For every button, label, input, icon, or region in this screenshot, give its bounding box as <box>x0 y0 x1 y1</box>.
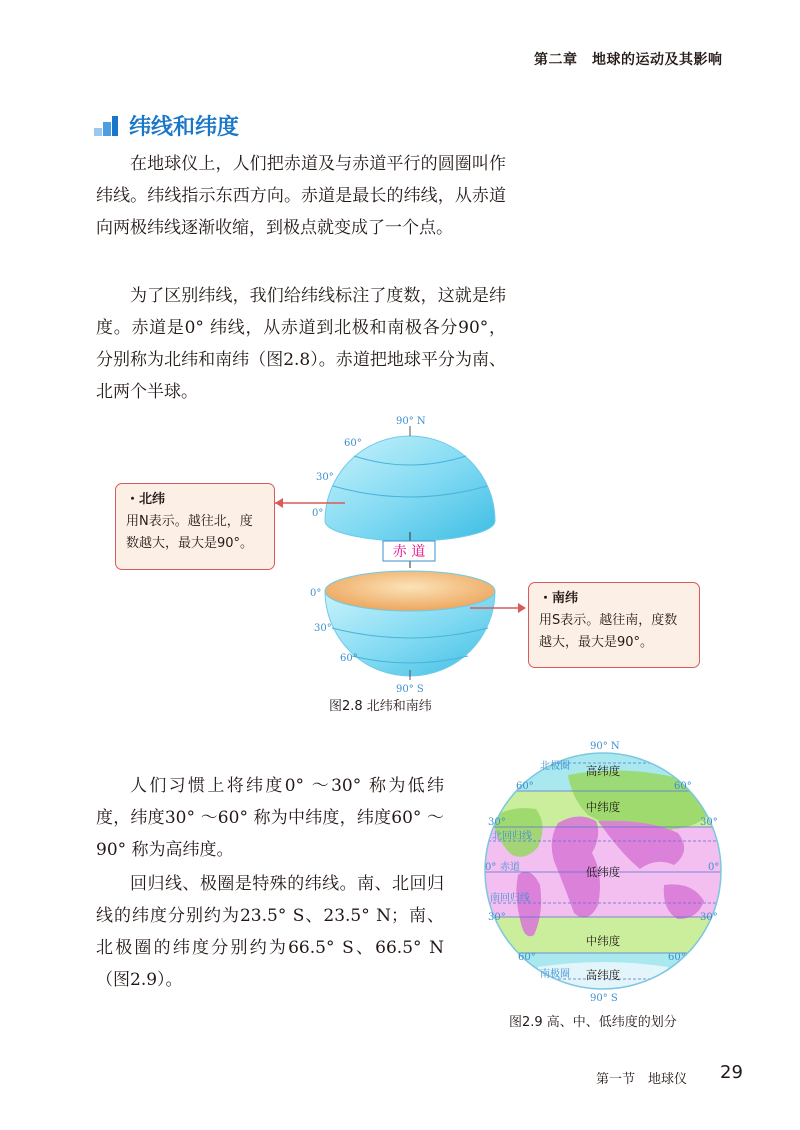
chapter-header: 第二章 地球的运动及其影响 <box>534 52 723 68</box>
page-number: 29 <box>720 1062 743 1083</box>
label-eq-right: 0° <box>708 862 720 873</box>
label-n30-left: 30° <box>488 817 506 828</box>
callout-south-line2: 越大，最大是90°。 <box>539 635 654 650</box>
label-90s: 90° S <box>590 993 618 1004</box>
zone-mid-north: 中纬度 <box>585 800 621 814</box>
label-s30: 30° <box>314 623 332 634</box>
label-n60-left: 60° <box>516 781 534 792</box>
label-eq-name: 赤道 <box>500 862 520 873</box>
label-90n: 90° N <box>396 416 426 427</box>
callout-north-line2: 数越大，最大是90°。 <box>126 536 254 551</box>
label-tropic-capricorn: 南回归线 <box>490 893 530 904</box>
figure-north-south-latitude <box>270 408 530 693</box>
figure-2-9-caption: 图2.9 高、中、低纬度的划分 <box>509 1015 677 1030</box>
section-title: 纬线和纬度 <box>129 115 240 140</box>
figure-2-8-caption: 图2.8 北纬和南纬 <box>329 699 432 714</box>
callout-south-title: ・南纬 <box>539 591 579 606</box>
callout-north-latitude <box>115 483 275 570</box>
paragraph-latitude-zones: 人们习惯上将纬度0° ～30° 称为低纬度，纬度30° ～60° 称为中纬度，纬度60° ～90° 称为高纬度。 <box>96 776 444 860</box>
label-n30-right: 30° <box>700 817 718 828</box>
section-bullet-icon <box>94 116 118 140</box>
label-antarctic-circle: 南极圈 <box>540 969 570 980</box>
callout-south-latitude <box>528 582 700 668</box>
label-s60-right: 60° <box>668 952 686 963</box>
label-s30-left: 30° <box>488 912 506 923</box>
label-s60-left: 60° <box>518 952 536 963</box>
label-n60: 60° <box>344 438 362 449</box>
paragraph-latitude-degrees: 为了区别纬线，我们给纬线标注了度数，这就是纬度。赤道是0° 纬线，从赤道到北极和南极各分90°，分别称为北纬和南纬（图2.8）。赤道把地球平分为南、北两个半球。 <box>96 286 506 402</box>
label-s0: 0° <box>310 588 322 599</box>
label-eq-left: 0° <box>485 862 497 873</box>
paragraph-special-latitudes: 回归线、极圈是特殊的纬线。南、北回归线的纬度分别约为23.5° S、23.5° N；南、北极圈的纬度分别约为66.5° S、66.5° N（图2.9）。 <box>96 874 444 990</box>
zone-high-north: 高纬度 <box>585 764 621 778</box>
callout-north-line1: 用N表示。越往北，度 <box>126 514 253 529</box>
figure-latitude-zones-globe <box>478 735 728 1007</box>
footer-section-title: 第一节 地球仪 <box>596 1072 688 1087</box>
label-tropic-cancer: 北回归线 <box>492 831 532 842</box>
label-90s: 90° S <box>396 684 424 693</box>
callout-north-title: ・北纬 <box>126 492 166 507</box>
label-s60: 60° <box>340 653 358 664</box>
zone-high-south: 高纬度 <box>585 968 621 982</box>
label-n30: 30° <box>316 472 334 483</box>
zone-mid-south: 中纬度 <box>585 934 621 948</box>
label-n60-right: 60° <box>674 781 692 792</box>
callout-south-line1: 用S表示。越往南，度数 <box>539 613 678 628</box>
zone-low: 低纬度 <box>585 865 621 879</box>
equator-label: 赤 道 <box>392 544 426 560</box>
label-arctic-circle: 北极圈 <box>540 761 570 772</box>
label-n0: 0° <box>312 508 324 519</box>
paragraph-latitude-lines: 在地球仪上，人们把赤道及与赤道平行的圆圈叫作纬线。纬线指示东西方向。赤道是最长的纬线，从赤道向两极纬线逐渐收缩，到极点就变成了一个点。 <box>96 154 506 238</box>
label-90n: 90° N <box>590 741 620 752</box>
label-s30-right: 30° <box>700 912 718 923</box>
